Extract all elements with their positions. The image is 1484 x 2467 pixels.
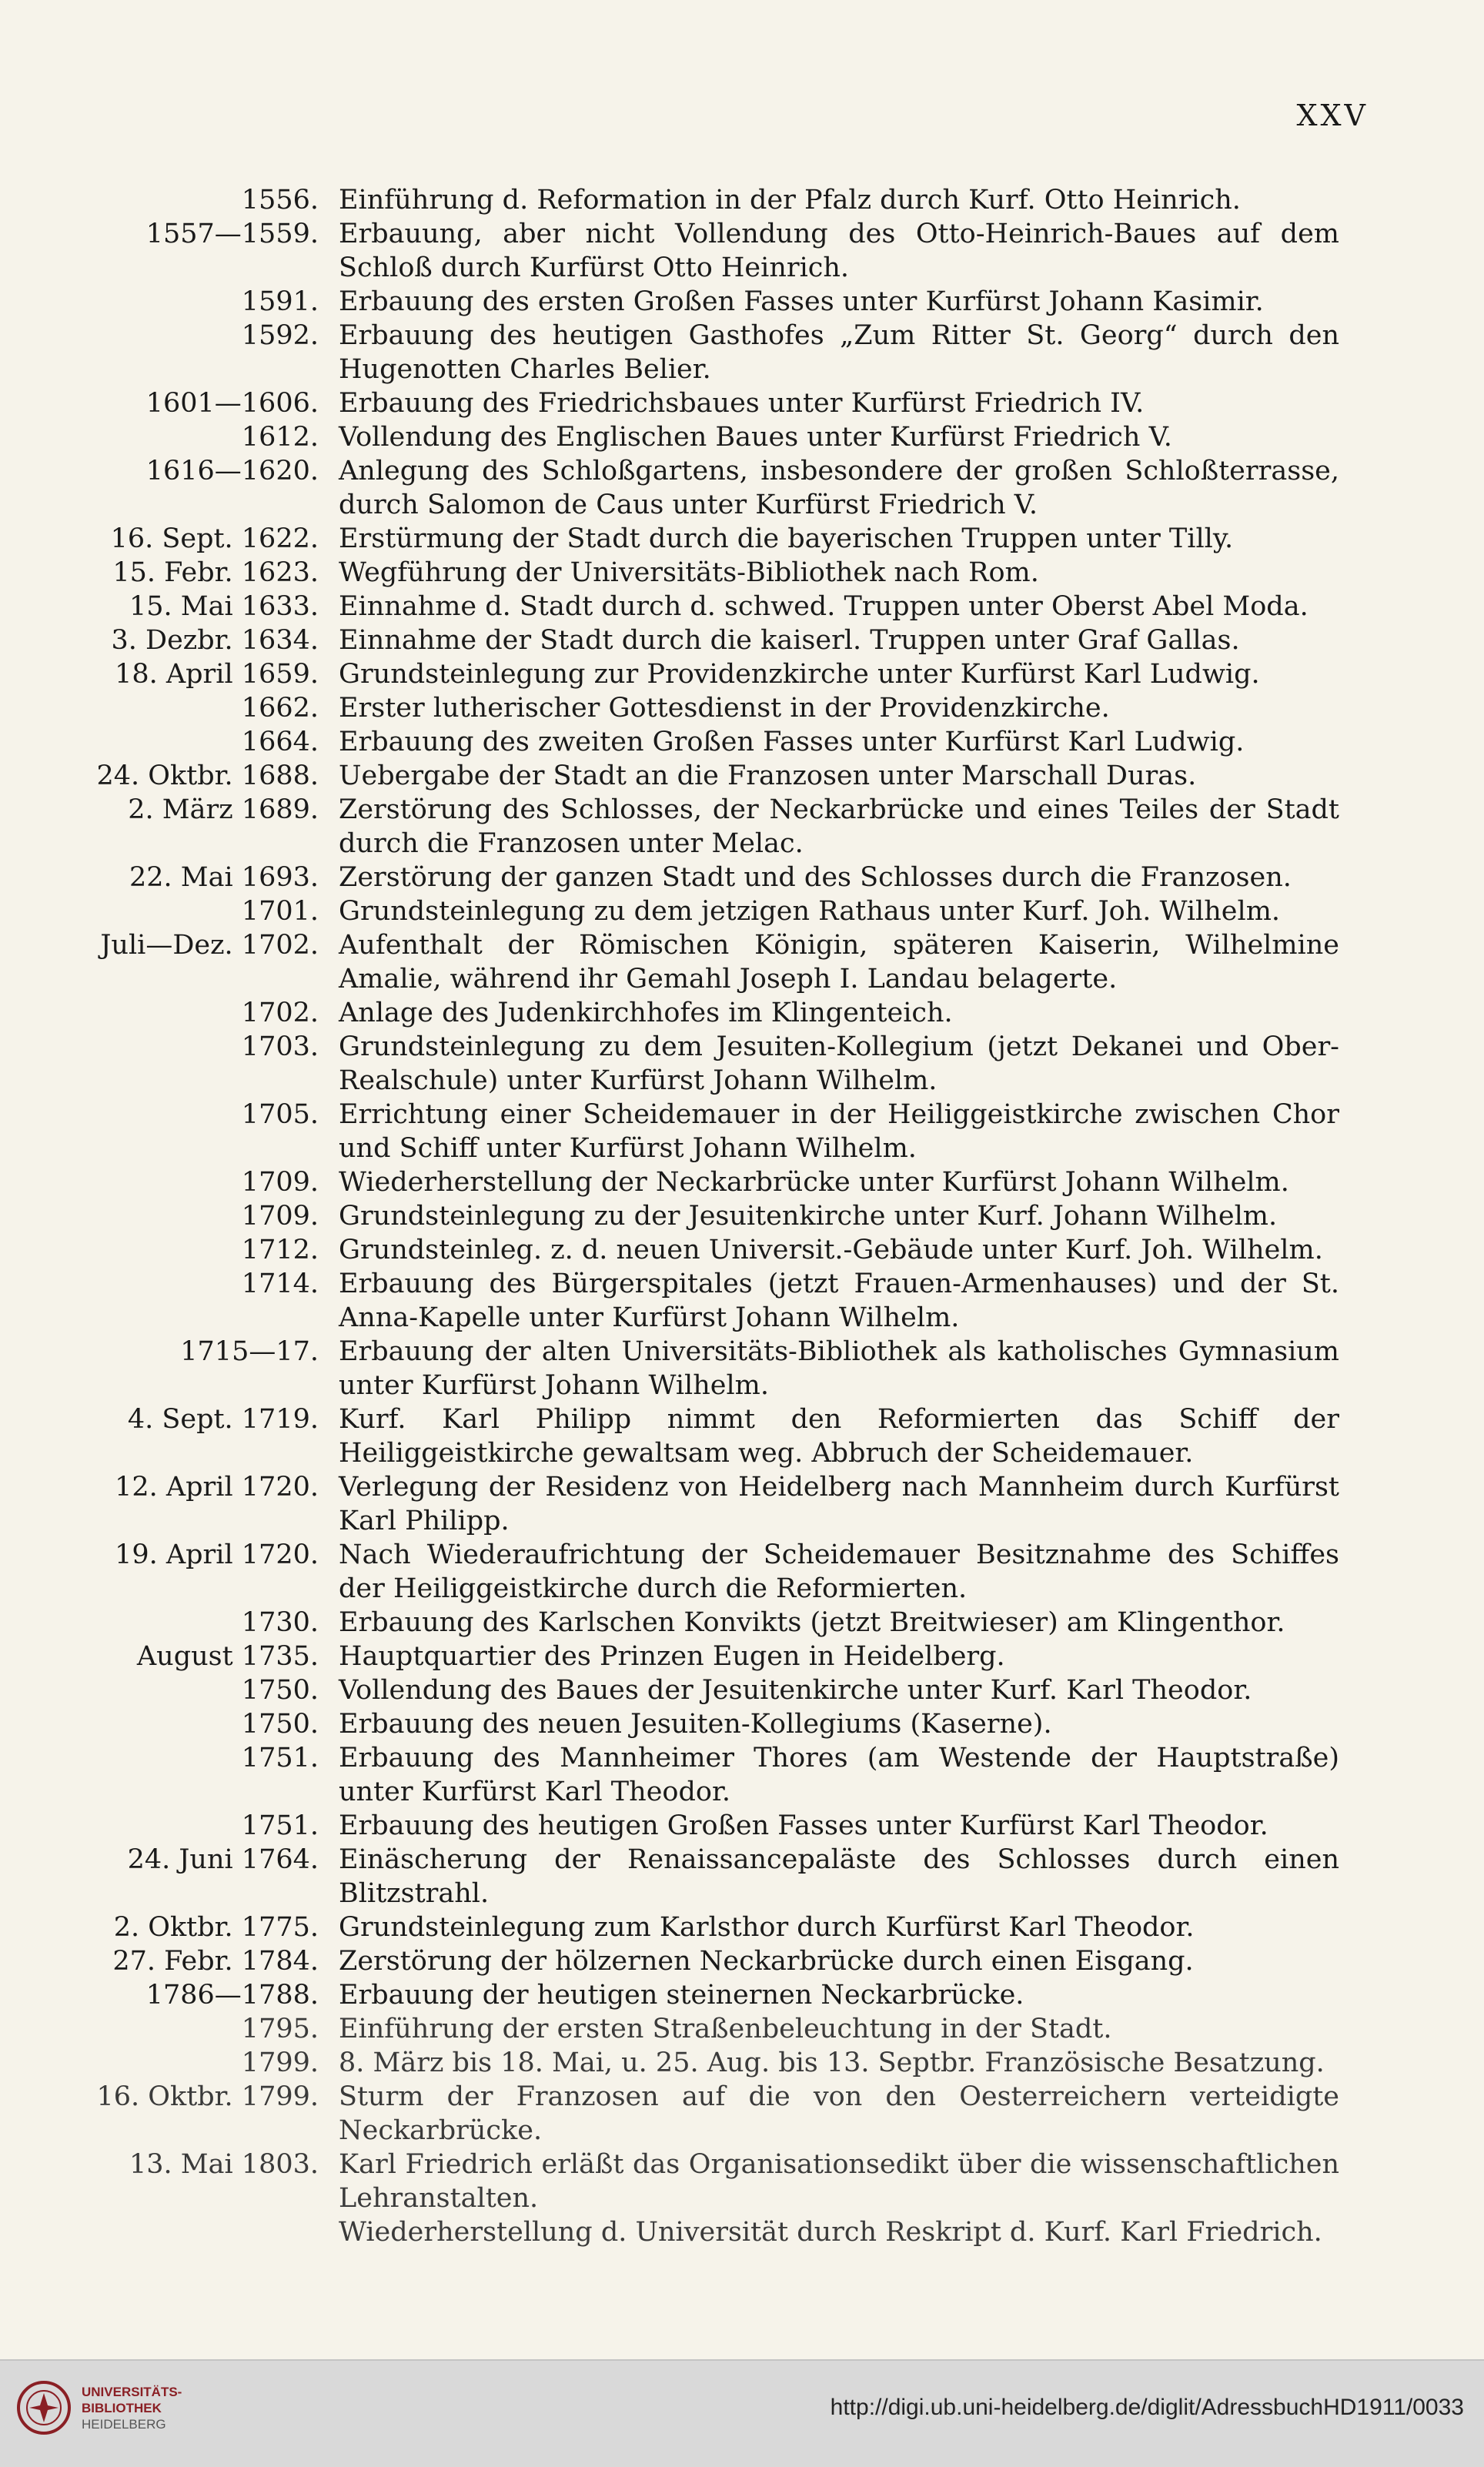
entry-date: 19. April 1720. (115, 1539, 319, 1570)
entry-date: 3. Dezbr. 1634. (111, 625, 319, 656)
entry-date: 1709. (241, 1201, 319, 1232)
entry-text: Erbauung des heutigen Gasthofes „Zum Ritter St. Georg“ durch den Hugenotten Charles Belier. (339, 320, 1339, 385)
entry-date: 24. Oktbr. 1688. (96, 760, 319, 791)
entry-text: Erbauung des Bürgerspitales (jetzt Frauen-Armenhauses) und der St. Anna-Kapelle unter Kurfürst Johann Wilhelm. (339, 1269, 1339, 1333)
entry-text: Sturm der Franzosen auf die von den Oesterreichern verteidigte Neckarbrücke. (339, 2081, 1339, 2146)
entry-date: 1592. (241, 320, 319, 351)
entry-text: Grundsteinleg. z. d. neuen Universit.-Gebäude unter Kurf. Joh. Wilhelm. (339, 1235, 1323, 1265)
chronology-list (31, 183, 1339, 2249)
library-name-line: HEIDELBERG (82, 2416, 166, 2432)
chronology-entry (31, 386, 1339, 420)
chronology-entry (31, 1538, 1339, 1606)
chronology-entry (31, 1809, 1339, 1843)
chronology-entry (31, 1673, 1339, 1707)
chronology-entry (31, 522, 1339, 556)
entry-date: 1616—1620. (145, 456, 319, 486)
entry-text: Zerstörung der ganzen Stadt und des Schlosses durch die Franzosen. (339, 862, 1292, 893)
entry-text: Einnahme der Stadt durch die kaiserl. Truppen unter Graf Gallas. (339, 625, 1240, 656)
entry-text: Anlage des Judenkirchhofes im Klingenteich. (339, 998, 953, 1028)
entry-date: 1795. (241, 2014, 319, 2044)
entry-date: Juli—Dez. 1702. (100, 930, 319, 961)
entry-text: Erbauung des Mannheimer Thores (am Westende der Hauptstraße) unter Kurfürst Karl Theodor. (339, 1743, 1339, 1807)
chronology-entry (31, 623, 1339, 657)
chronology-entry (31, 691, 1339, 725)
entry-text: Erbauung des ersten Großen Fasses unter Kurfürst Johann Kasimir. (339, 286, 1264, 317)
chronology-entry (31, 556, 1339, 590)
entry-text: Nach Wiederaufrichtung der Scheidemauer Besitznahme des Schiffes der Heiliggeistkirche durch die Reformierten. (339, 1539, 1339, 1604)
entry-date: 16. Sept. 1622. (110, 523, 319, 554)
entry-date: 1714. (241, 1269, 319, 1299)
entry-text: Erstürmung der Stadt durch die bayerischen Truppen unter Tilly. (339, 523, 1234, 554)
chronology-entry (31, 657, 1339, 691)
entry-date: 1601—1606. (145, 388, 319, 419)
entry-text: Grundsteinlegung zu dem Jesuiten-Kollegium (jetzt Dekanei und Ober-Realschule) unter Kurfürst Johann Wilhelm. (339, 1031, 1339, 1096)
entry-text: Erbauung der alten Universitäts-Bibliothek als katholisches Gymnasium unter Kurfürst Johann Wilhelm. (339, 1336, 1339, 1401)
entry-date: 1715—17. (180, 1336, 319, 1367)
entry-date: 1751. (241, 1810, 319, 1841)
entry-date: 1703. (241, 1031, 319, 1062)
chronology-entry (31, 1944, 1339, 1978)
entry-date: 1709. (241, 1167, 319, 1198)
entry-text: Wegführung der Universitäts-Bibliothek nach Rom. (339, 557, 1039, 588)
chronology-entry (31, 1233, 1339, 1267)
chronology-entry (31, 1402, 1339, 1470)
entry-date: 18. April 1659. (115, 659, 319, 690)
entry-text: Erbauung des zweiten Großen Fasses unter Kurfürst Karl Ludwig. (339, 727, 1245, 757)
entry-text: Grundsteinlegung zu dem jetzigen Rathaus unter Kurf. Joh. Wilhelm. (339, 896, 1281, 927)
entry-text: Vollendung des Baues der Jesuitenkirche unter Kurf. Karl Theodor. (339, 1675, 1252, 1706)
chronology-entry (31, 590, 1339, 623)
entry-text: Einäscherung der Renaissancepaläste des Schlosses durch einen Blitzstrahl. (339, 1844, 1339, 1909)
chronology-entry (31, 1978, 1339, 2012)
entry-text: Karl Friedrich erläßt das Organisationsedikt über die wissenschaftlichen Lehranstalten. (339, 2149, 1339, 2214)
entry-text: Zerstörung der hölzernen Neckarbrücke durch einen Eisgang. (339, 1946, 1194, 1977)
entry-text: Grundsteinlegung zur Providenzkirche unter Kurfürst Karl Ludwig. (339, 659, 1260, 690)
chronology-entry (31, 759, 1339, 793)
entry-date: 15. Febr. 1623. (112, 557, 319, 588)
entry-date: 1702. (241, 998, 319, 1028)
entry-date: 1664. (241, 727, 319, 757)
entry-text: Zerstörung des Schlosses, der Neckarbrücke und eines Teiles der Stadt durch die Franzosen unter Melac. (339, 794, 1339, 859)
chronology-entry (31, 861, 1339, 894)
chronology-entry (31, 1030, 1339, 1098)
entry-text: Erbauung der heutigen steinernen Neckarbrücke. (339, 1980, 1024, 2011)
entry-text: Hauptquartier des Prinzen Eugen in Heidelberg. (339, 1641, 1005, 1672)
entry-date: 13. Mai 1803. (129, 2149, 319, 2180)
chronology-entry (31, 2012, 1339, 2046)
entry-text: Einnahme d. Stadt durch d. schwed. Truppen unter Oberst Abel Moda. (339, 591, 1309, 622)
chronology-entry (31, 1741, 1339, 1809)
entry-date: 1557—1559. (145, 219, 319, 249)
entry-text: 8. März bis 18. Mai, u. 25. Aug. bis 13. Septbr. Französische Besatzung. (339, 2047, 1325, 2078)
entry-text: Kurf. Karl Philipp nimmt den Reformierten das Schiff der Heiliggeistkirche gewaltsam weg. Abbruch der Scheidemauer. (339, 1404, 1339, 1469)
entry-date: 1662. (241, 693, 319, 724)
chronology-entry (31, 1910, 1339, 1944)
entry-date: 22. Mai 1693. (129, 862, 319, 893)
chronology-entry (31, 1098, 1339, 1165)
entry-date: 16. Oktbr. 1799. (96, 2081, 319, 2112)
entry-date: 1701. (241, 896, 319, 927)
entry-date: 1712. (241, 1235, 319, 1265)
footer-bar (0, 2359, 1484, 2467)
source-url-link[interactable]: http://digi.ub.uni-heidelberg.de/diglit/AdressbuchHD1911/0033 (830, 2395, 1464, 2420)
chronology-entry (31, 2215, 1339, 2249)
entry-date: 2. Oktbr. 1775. (113, 1912, 319, 1943)
entry-date: August 1735. (136, 1641, 319, 1672)
chronology-entry (31, 2046, 1339, 2080)
entry-text: Einführung d. Reformation in der Pfalz durch Kurf. Otto Heinrich. (339, 185, 1241, 216)
chronology-entry (31, 1335, 1339, 1402)
chronology-entry (31, 2080, 1339, 2148)
entry-date: 1556. (241, 185, 319, 216)
seal-icon (15, 2379, 72, 2436)
entry-date: 2. März 1689. (128, 794, 319, 825)
chronology-entry (31, 1267, 1339, 1335)
entry-text: Erbauung, aber nicht Vollendung des Otto-Heinrich-Baues auf dem Schloß durch Kurfürst Otto Heinrich. (339, 219, 1339, 283)
entry-date: 1705. (241, 1099, 319, 1130)
entry-text: Aufenthalt der Römischen Königin, späteren Kaiserin, Wilhelmine Amalie, während ihr Gemahl Joseph I. Landau belagerte. (339, 930, 1339, 994)
entry-text: Erster lutherischer Gottesdienst in der Providenzkirche. (339, 693, 1110, 724)
entry-text: Erbauung des Friedrichsbaues unter Kurfürst Friedrich IV. (339, 388, 1145, 419)
entry-text: Erbauung des neuen Jesuiten-Kollegiums (Kaserne). (339, 1709, 1052, 1740)
chronology-entry (31, 1199, 1339, 1233)
entry-text: Anlegung des Schloßgartens, insbesondere der großen Schloßterrasse, durch Salomon de Caus unter Kurfürst Friedrich V. (339, 456, 1339, 520)
entry-text: Errichtung einer Scheidemauer in der Heiliggeistkirche zwischen Chor und Schiff unter Kurfürst Johann Wilhelm. (339, 1099, 1339, 1164)
entry-date: 1750. (241, 1675, 319, 1706)
entry-text: Einführung der ersten Straßenbeleuchtung in der Stadt. (339, 2014, 1112, 2044)
entry-text: Erbauung des Karlschen Konvikts (jetzt Breitwieser) am Klingenthor. (339, 1607, 1285, 1638)
chronology-entry (31, 725, 1339, 759)
entry-date: 1612. (241, 422, 319, 453)
entry-text: Wiederherstellung d. Universität durch Reskript d. Kurf. Karl Friedrich. (339, 2217, 1322, 2248)
chronology-entry (31, 420, 1339, 454)
entry-date: 1730. (241, 1607, 319, 1638)
entry-date: 1591. (241, 286, 319, 317)
library-logo[interactable] (15, 2379, 182, 2436)
entry-text: Grundsteinlegung zu der Jesuitenkirche unter Kurf. Johann Wilhelm. (339, 1201, 1278, 1232)
chronology-entry (31, 1843, 1339, 1910)
entry-text: Erbauung des heutigen Großen Fasses unter Kurfürst Karl Theodor. (339, 1810, 1268, 1841)
chronology-entry (31, 285, 1339, 319)
library-name-line: UNIVERSITÄTS- (82, 2384, 182, 2399)
chronology-entry (31, 1707, 1339, 1741)
entry-date: 1750. (241, 1709, 319, 1740)
chronology-entry (31, 793, 1339, 861)
chronology-entry (31, 1640, 1339, 1673)
entry-text: Wiederherstellung der Neckarbrücke unter Kurfürst Johann Wilhelm. (339, 1167, 1289, 1198)
chronology-entry (31, 1606, 1339, 1640)
entry-date: 1786—1788. (145, 1980, 319, 2011)
entry-date: 4. Sept. 1719. (127, 1404, 319, 1435)
chronology-entry (31, 996, 1339, 1030)
entry-date: 15. Mai 1633. (129, 591, 319, 622)
chronology-entry (31, 2148, 1339, 2215)
entry-text: Vollendung des Englischen Baues unter Kurfürst Friedrich V. (339, 422, 1172, 453)
chronology-entry (31, 894, 1339, 928)
entry-date: 12. April 1720. (115, 1472, 319, 1503)
library-name-line: BIBLIOTHEK (82, 2400, 162, 2415)
entry-text: Verlegung der Residenz von Heidelberg nach Mannheim durch Kurfürst Karl Philipp. (339, 1472, 1339, 1536)
entry-date: 1799. (241, 2047, 319, 2078)
chronology-entry (31, 319, 1339, 386)
entry-text: Grundsteinlegung zum Karlsthor durch Kurfürst Karl Theodor. (339, 1912, 1195, 1943)
entry-date: 24. Juni 1764. (127, 1844, 319, 1875)
chronology-entry (31, 183, 1339, 217)
library-name (82, 2384, 182, 2432)
chronology-entry (31, 1165, 1339, 1199)
chronology-entry (31, 454, 1339, 522)
entry-date: 1751. (241, 1743, 319, 1773)
page-number: XXV (1296, 99, 1369, 132)
chronology-entry (31, 928, 1339, 996)
entry-text: Uebergabe der Stadt an die Franzosen unter Marschall Duras. (339, 760, 1197, 791)
entry-date: 27. Febr. 1784. (112, 1946, 319, 1977)
chronology-entry (31, 217, 1339, 285)
chronology-entry (31, 1470, 1339, 1538)
